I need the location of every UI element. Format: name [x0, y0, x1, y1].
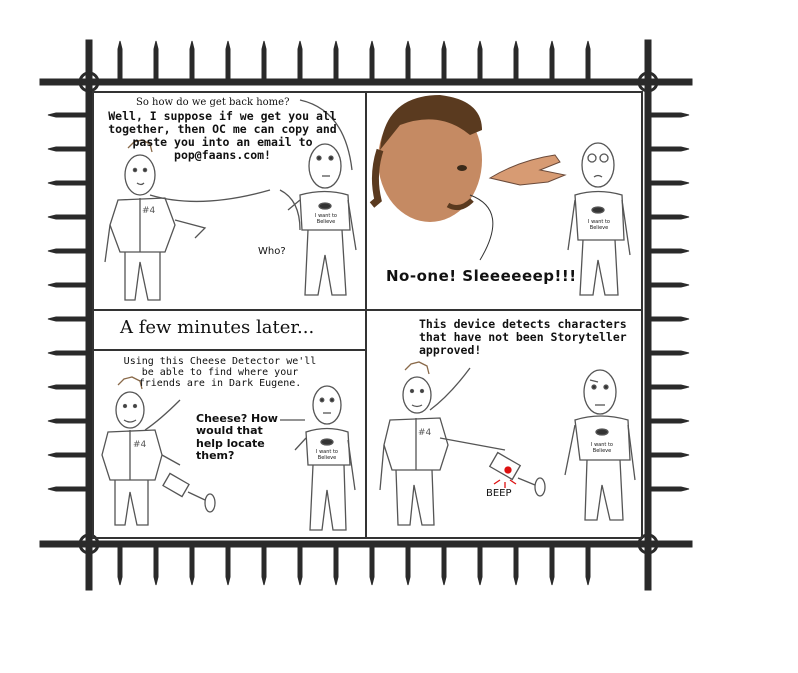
- fence-spike: [550, 547, 554, 585]
- fence-spike: [48, 113, 86, 117]
- fence-spike: [48, 147, 86, 151]
- fence-spike: [298, 547, 302, 585]
- fence-spike: [586, 547, 590, 585]
- fence-spike: [118, 41, 122, 79]
- fence-spike: [48, 215, 86, 219]
- panel-2-speech: No-one! Sleeeeeep!!!: [386, 267, 577, 285]
- fence-spike: [478, 41, 482, 79]
- fence-spike: [226, 547, 230, 585]
- panel-4-speech-main: This device detects characters that have not been Storyteller approved!: [419, 317, 627, 357]
- fence-spike: [442, 41, 446, 79]
- fence-spike: [48, 453, 86, 457]
- fence-spike: [514, 547, 518, 585]
- panel-2-art: [372, 95, 630, 295]
- fence-spike: [48, 487, 86, 491]
- banner-text: A few minutes later...: [120, 317, 315, 338]
- fence-spike: [118, 547, 122, 585]
- fence-spike: [651, 215, 689, 219]
- panel-1-speech-main: Well, I suppose if we get you all together, then OC me can copy and paste you into an email to pop@faans.com!: [108, 109, 337, 162]
- fence-spike: [48, 181, 86, 185]
- fence-spike: [651, 317, 689, 321]
- fence-spike: [550, 41, 554, 79]
- fence-spike: [190, 41, 194, 79]
- fence-spike: [651, 249, 689, 253]
- panel-3-speech-reply: Cheese? How would that help locate them?: [196, 412, 278, 462]
- fence-spike: [334, 41, 338, 79]
- fence-spike: [154, 547, 158, 585]
- fence-spike: [478, 547, 482, 585]
- fence-spike: [262, 547, 266, 585]
- fence-spike: [190, 547, 194, 585]
- fence-spike: [651, 283, 689, 287]
- fence-spike: [48, 351, 86, 355]
- panel-2-shirt-text: I want to Believe: [588, 219, 610, 231]
- fence-spike: [334, 547, 338, 585]
- fence-spike: [406, 547, 410, 585]
- panel-1-speech-reply: Who?: [258, 246, 286, 257]
- fence-spike: [48, 283, 86, 287]
- fence-spike: [651, 351, 689, 355]
- fence-spike: [298, 41, 302, 79]
- fence-spike: [442, 547, 446, 585]
- fence-spike: [651, 113, 689, 117]
- panel-4-badge: #4: [418, 428, 432, 438]
- fence-spike: [226, 41, 230, 79]
- panel-3-badge: #4: [133, 440, 147, 450]
- panel-1-badge: #4: [142, 206, 156, 216]
- panel-4-shirt-text: I want to Believe: [591, 442, 613, 454]
- fence-spike: [651, 453, 689, 457]
- panel-1-caption-top: So how do we get back home?: [136, 97, 290, 108]
- fence-spike: [370, 547, 374, 585]
- fence-spike: [651, 419, 689, 423]
- fence-spike: [48, 249, 86, 253]
- fence-spike: [406, 41, 410, 79]
- panel-1-shirt-text: I want to Believe: [315, 213, 337, 225]
- fence-spike: [651, 487, 689, 491]
- fence-spike: [48, 419, 86, 423]
- fence-spike: [262, 41, 266, 79]
- fence-spike: [586, 41, 590, 79]
- fence-spike: [651, 147, 689, 151]
- fence-spike: [48, 385, 86, 389]
- fence-spike: [651, 181, 689, 185]
- fence-spike: [514, 41, 518, 79]
- panel-3-speech-main: Using this Cheese Detector we'll be able to find where your friends are in Dark Eugene.: [123, 356, 317, 390]
- fence-spike: [370, 41, 374, 79]
- panel-3-shirt-text: I want to Believe: [316, 449, 338, 461]
- fence-spike: [651, 385, 689, 389]
- fence-spike: [48, 317, 86, 321]
- fence-spike: [154, 41, 158, 79]
- panel-4-sound: BEEP: [486, 488, 512, 499]
